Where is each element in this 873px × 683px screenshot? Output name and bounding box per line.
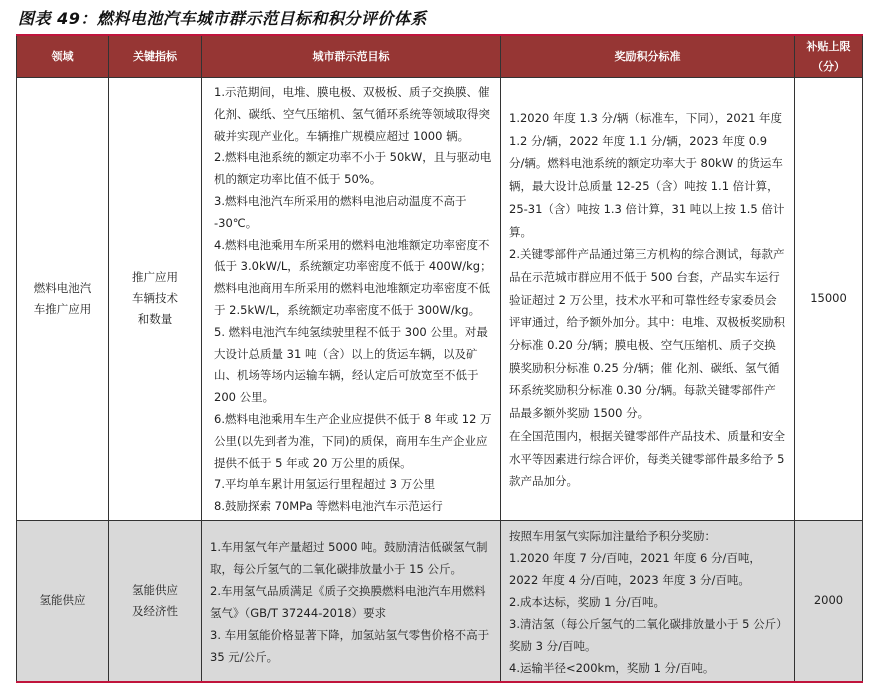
header-cap [795,35,863,78]
reward-item: 在全国范围内，根据关键零部件产品技术、质量和安全水平等因素进行综合评价，每类关键零部件最多给予 5 款产品加分。 [509,428,785,489]
reward-item: 4.运输半径<200km，奖励 1 分/百吨。 [509,660,715,675]
table-row [17,520,863,682]
table-row [17,78,863,521]
reward-item: 3.清洁氢（每公斤氢气的二氧化碳排放量小于 5 公斤）奖励 3 分/百吨。 [509,616,782,653]
goal-item: 4.燃料电池乘用车所采用的燃料电池堆额定功率密度不低于 3.0kW/L，系统额定功率密度不低于 400W/kg；燃料电池商用车所采用的燃料电池堆额定功率密度不低于 2.5kW/L，系统额定功率密度不低于 300W/kg。 [214,237,492,317]
reward-item: 按照车用氢气实际加注量给予积分奖励： [509,528,716,543]
goals-cell [202,78,501,521]
header-cap-unit: （分） [812,59,845,73]
reward-item: 1.2020 年度 1.3 分/辆（标准车，下同），2021 年度 1.2 分/辆，2022 年度 1.1 分/辆，2023 年度 0.9 分/辆。燃料电池系统的额定功率大于 80kW 的货运车辆，最大设计总质量 12-25（含）吨按 1.1 倍计算，25-31（含）吨按 1.3 倍计算，31 吨以上按 1.5 倍计算。 [509,110,785,239]
header-indicator: 关键指标 [109,35,202,78]
goals-cell [202,520,501,682]
goal-item: 2.车用氢气品质满足《质子交换膜燃料电池汽车用燃料氢气》（GB/T 37244-2018）要求 [210,583,486,620]
reward-item: 1.2020 年度 7 分/百吨，2021 年度 6 分/百吨，2022 年度 4 分/百吨，2023 年度 3 分/百吨。 [509,550,761,587]
figure-title: 图表 49：燃料电池汽车城市群示范目标和积分评价体系 [18,9,427,28]
goal-item: 1.示范期间，电堆、膜电极、双极板、质子交换膜、催 化剂、碳纸、空气压缩机、氢气循环系统等领域取得突破并实现产业化。车辆推广规模应超过 1000 辆。 [214,85,490,143]
domain-cell [17,78,109,521]
header-goals: 城市群示范目标 [202,35,501,78]
indicator-text: 推广应用车辆技术和数量 [132,270,178,327]
rewards-cell [501,78,795,521]
header-cap-label: 补贴上限 [806,39,851,53]
goal-item: 1.车用氢气年产量超过 5000 吨。鼓励清洁低碳氢气制取，每公斤氢气的二氧化碳排放量小于 15 公斤。 [210,539,488,576]
header-domain: 领域 [17,35,109,78]
cap-cell: 2000 [795,520,863,682]
goal-item: 8.鼓励探索 70MPa 等燃料电池汽车示范运行 [214,499,443,514]
goal-item: 7.平均单车累计用氢运行里程超过 3 万公里 [214,477,436,492]
domain-cell: 氢能供应 [17,520,109,682]
reward-item: 2.成本达标，奖励 1 分/百吨。 [509,594,665,609]
domain-text: 燃料电池汽车推广应用 [33,280,92,316]
header-rewards: 奖励积分标准 [501,35,795,78]
goal-item: 3.燃料电池汽车所采用的燃料电池启动温度不高于 -30℃。 [214,193,467,230]
scoring-table [16,34,863,683]
table-header-row [17,35,863,78]
indicator-cell [109,78,202,521]
goal-item: 3. 车用氢能价格显著下降，加氢站氢气零售价格不高于 35 元/公斤。 [210,627,490,664]
indicator-text: 氢能供应及经济性 [132,582,178,618]
rewards-cell [501,520,795,682]
goal-item: 2.燃料电池系统的额定功率不小于 50kW，且与驱动电机的额定功率比值不低于 50%。 [214,150,492,187]
goal-item: 6.燃料电池乘用车生产企业应提供不低于 8 年或 12 万公里(以先到者为准，下同)的质保，商用车生产企业应提供不低于 5 年或 20 万公里的质保。 [214,411,492,470]
goal-item: 5. 燃料电池汽车纯氢续驶里程不低于 300 公里。对最大设计总质量 31 吨（含）以上的货运车辆，以及矿山、机场等场内运输车辆，经认定后可放宽至不低于 200 公里。 [214,324,488,405]
cap-cell: 15000 [795,78,863,521]
indicator-cell [109,520,202,682]
reward-item: 2.关键零部件产品通过第三方机构的综合测试，每款产品在示范城市群应用不低于 500 台套，产品实车运行验证超过 2 万公里，技术水平和可靠性经专家委员会评审通过，给予额外加分。其中：电堆、双极板奖励积分标准 0.20 分/辆；膜电极、空气压缩机、质子交换膜奖励积分标准 0.25 分/辆；催 化剂、碳纸、氢气循环系统奖励积分标准 0.30 分/辆。每款关键零部件产品最多额外奖励 1500 分。 [509,247,785,421]
